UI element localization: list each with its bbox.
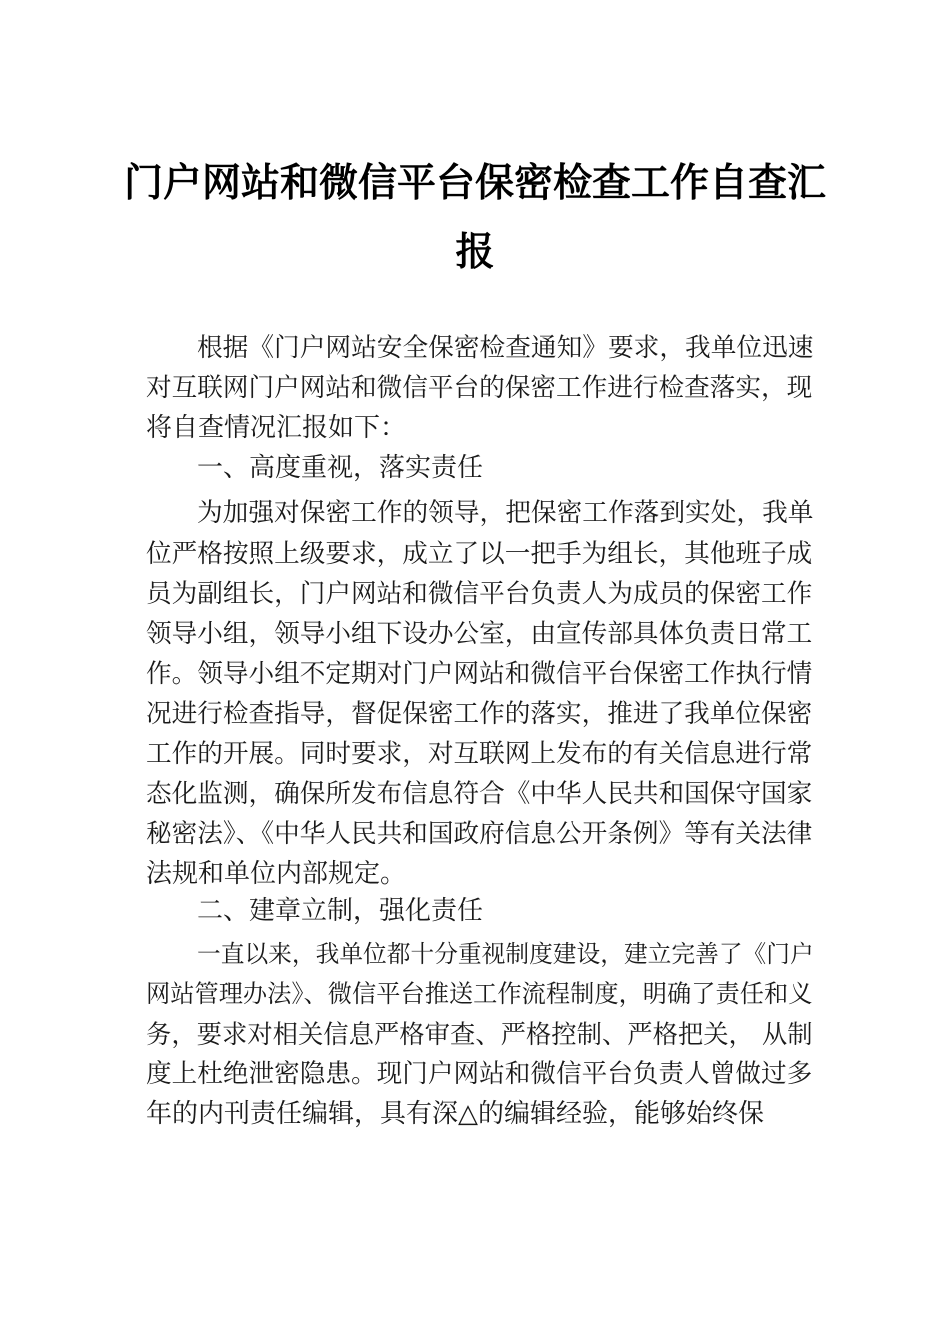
body-line: 秘密法》、《中华人民共和国政府信息公开条例》等有关法律 <box>146 819 813 849</box>
body-line: 网站管理办法》、微信平台推送工作流程制度，明确了责任和义 <box>146 979 813 1008</box>
body-line: 况进行检查指导，督促保密工作的落实，推进了我单位保密 <box>146 699 813 729</box>
body-line: 对互联网门户网站和微信平台的保密工作进行检查落实，现 <box>146 373 813 403</box>
body-line: 一直以来，我单位都十分重视制度建设，建立完善了《门户 <box>197 940 814 968</box>
body-line: 务，要求对相关信息严格审查、严格控制、严格把关， 从制 <box>146 1019 813 1049</box>
document-title-line-1: 门户网站和微信平台保密检查工作自查汇 <box>123 160 826 206</box>
body-line: 领导小组，领导小组下设办公室，由宣传部具体负责日常工 <box>146 619 813 649</box>
body-line: 为加强对保密工作的领导，把保密工作落到实处，我单 <box>197 498 814 528</box>
body-line: 工作的开展。同时要求，对互联网上发布的有关信息进行常 <box>146 739 813 769</box>
body-line: 位严格按照上级要求，成立了以一把手为组长，其他班子成 <box>146 539 813 569</box>
document-title-line-2: 报 <box>455 229 495 275</box>
body-line: 将自查情况汇报如下： <box>146 413 407 443</box>
body-line: 年的内刊责任编辑，具有深△的编辑经验，能够始终保 <box>146 1099 764 1129</box>
section-heading-2: 二、建章立制，强化责任 <box>197 896 484 926</box>
body-line: 态化监测，确保所发布信息符合《中华人民共和国保守国家 <box>146 779 813 809</box>
body-line: 根据《门户网站安全保密检查通知》要求，我单位迅速 <box>197 333 814 363</box>
body-line: 度上杜绝泄密隐患。现门户网站和微信平台负责人曾做过多 <box>146 1059 813 1089</box>
section-heading-1: 一、高度重视，落实责任 <box>197 453 484 483</box>
body-line: 作。领导小组不定期对门户网站和微信平台保密工作执行情 <box>146 659 813 689</box>
body-line: 员为副组长，门户网站和微信平台负责人为成员的保密工作 <box>146 579 813 609</box>
body-line: 法规和单位内部规定。 <box>146 859 407 889</box>
